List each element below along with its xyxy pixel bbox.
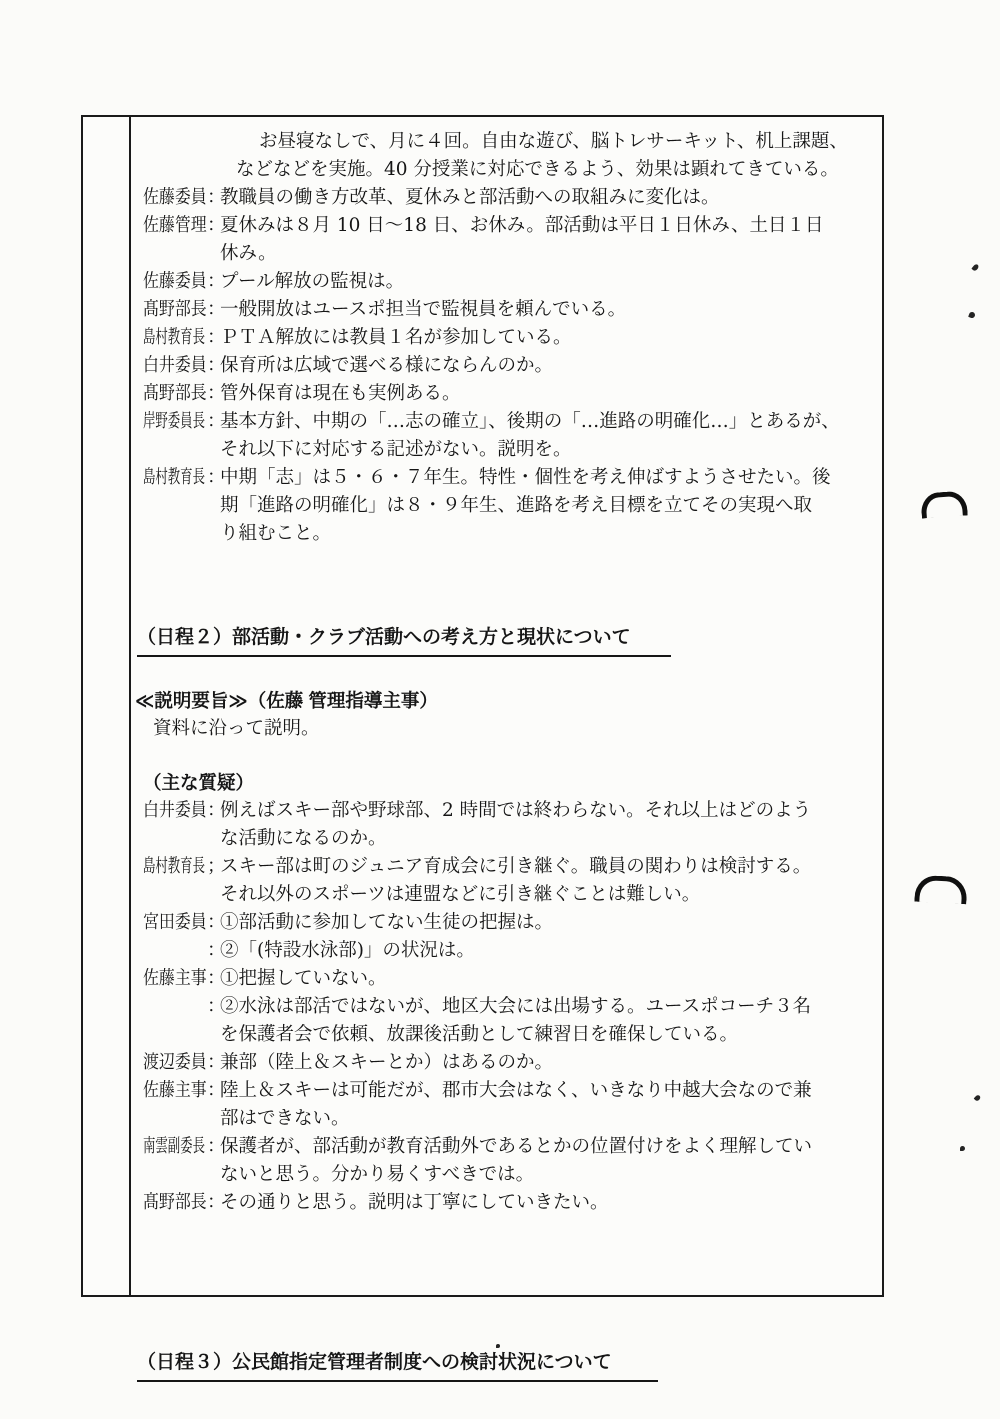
agenda3-heading-row bbox=[131, 1283, 883, 1382]
statement-text: ないと思う。分かり易くすべきでは。 bbox=[220, 1164, 535, 1185]
speaker-name: 佐藤主事 bbox=[143, 1080, 207, 1101]
briefing-heading bbox=[131, 687, 883, 715]
statement-text: 陸上＆スキーは可能だが、郡市大会はなく、いきなり中越大会なので兼 bbox=[220, 1080, 812, 1101]
statement-text: 管外保育は現在も実例ある。 bbox=[220, 383, 461, 404]
speaker-name: 島村教育長 bbox=[143, 327, 205, 348]
statement-text: 休み。 bbox=[220, 243, 277, 264]
questions-heading-text: （主な質疑） bbox=[143, 772, 255, 793]
statement-text: 中期「志」は５・６・７年生。特性・個性を考え伸ばすようさせたい。後 bbox=[220, 467, 831, 488]
carryover-line bbox=[131, 128, 883, 156]
speaker-name: 宮田委員 bbox=[143, 912, 207, 933]
carryover-line bbox=[131, 156, 883, 184]
statement-text: その通りと思う。説明は丁寧にしていきたい。 bbox=[220, 1192, 609, 1213]
statement-text: 一般開放はユースポ担当で監視員を頼んでいる。 bbox=[220, 299, 627, 320]
dialogue-row bbox=[131, 1189, 883, 1217]
scan-speckle bbox=[968, 311, 976, 319]
dialogue-row bbox=[131, 464, 883, 492]
dialogue-row bbox=[131, 853, 883, 881]
statement-text: スキー部は町のジュニア育成会に引き継ぐ。職員の関わりは検討する。 bbox=[220, 856, 812, 877]
statement-text: り組むこと。 bbox=[220, 523, 332, 544]
speaker-name: 白井委員 bbox=[143, 355, 207, 376]
dialogue-continuation bbox=[131, 436, 883, 464]
speaker-name: 髙野部長 bbox=[143, 299, 207, 320]
statement-text: それ以下に対応する記述がない。説明を。 bbox=[220, 439, 572, 460]
statement-text: 保護者が、部活動が教育活動外であるとかの位置付けをよく理解してい bbox=[220, 1136, 813, 1157]
speaker-name: 佐藤管理 bbox=[143, 215, 207, 236]
speaker-colon: ： bbox=[207, 968, 226, 989]
scan-speckle bbox=[971, 263, 979, 272]
speaker-colon: ： bbox=[207, 383, 226, 404]
briefing-body-text: 資料に沿って説明。 bbox=[153, 718, 320, 739]
speaker-name: 佐藤主事 bbox=[143, 968, 207, 989]
briefing-heading-text: ≪説明要旨≫（佐藤 管理指導主事） bbox=[135, 690, 438, 711]
statement-text: ②「(特設水泳部)」の状況は。 bbox=[220, 940, 475, 961]
dialogue-row-numbered bbox=[131, 937, 883, 965]
agenda3-heading: （日程３）公民館指定管理者制度への検討状況について bbox=[137, 1349, 658, 1382]
dialogue-continuation bbox=[131, 492, 883, 520]
speaker-colon: ： bbox=[207, 271, 226, 292]
speaker-colon: ： bbox=[207, 912, 226, 933]
punch-hole-mark bbox=[920, 490, 968, 518]
dialogue-row bbox=[131, 352, 883, 380]
dialogue-row bbox=[131, 184, 883, 212]
dialogue-row bbox=[131, 380, 883, 408]
dialogue-row bbox=[131, 909, 883, 937]
speaker-colon: ： bbox=[207, 327, 226, 348]
speaker-name: 佐藤委員 bbox=[143, 271, 207, 292]
dialogue-row bbox=[131, 1077, 883, 1105]
dialogue-row bbox=[131, 212, 883, 240]
statement-text: ①部活動に参加してない生徒の把握は。 bbox=[220, 912, 554, 933]
speaker-colon: ： bbox=[207, 800, 226, 821]
speaker-colon: ； bbox=[207, 856, 226, 877]
statement-text: 基本方針、中期の「…志の確立」、後期の「…進路の明確化…」とあるが、 bbox=[220, 411, 840, 432]
speaker-name: 島村教育長 bbox=[143, 467, 205, 488]
agenda2-heading-row bbox=[131, 586, 883, 657]
statement-text: 兼部（陸上＆スキーとか）はあるのか。 bbox=[220, 1052, 554, 1073]
speaker-colon: ： bbox=[207, 1136, 226, 1157]
dialogue-continuation bbox=[131, 240, 883, 268]
minutes-content bbox=[131, 115, 883, 1382]
statement-text: プール解放の監視は。 bbox=[220, 271, 405, 292]
scan-speckle bbox=[496, 1344, 500, 1348]
dialogue-row bbox=[131, 797, 883, 825]
dialogue-row bbox=[131, 1049, 883, 1077]
statement-text: ②水泳は部活ではないが、地区大会には出場する。ユースポコーチ３名 bbox=[220, 996, 812, 1017]
speaker-name: 岸野委員長 bbox=[143, 411, 205, 432]
dialogue-continuation bbox=[131, 1021, 883, 1049]
speaker-name: 髙野部長 bbox=[143, 383, 207, 404]
statement-text: 教職員の働き方改革、夏休みと部活動への取組みに変化は。 bbox=[220, 187, 720, 208]
speaker-colon: ： bbox=[207, 940, 226, 961]
speaker-name: 髙野部長 bbox=[143, 1192, 207, 1213]
dialogue-row bbox=[131, 268, 883, 296]
dialogue-row bbox=[131, 324, 883, 352]
speaker-colon: ： bbox=[207, 299, 226, 320]
speaker-colon: ： bbox=[207, 187, 226, 208]
dialogue-continuation bbox=[131, 881, 883, 909]
speaker-colon: ： bbox=[207, 215, 226, 236]
speaker-colon: ： bbox=[207, 411, 226, 432]
statement-text: な活動になるのか。 bbox=[220, 828, 387, 849]
statement-text: 期「進路の明確化」は８・９年生、進路を考え目標を立てその実現へ取 bbox=[220, 495, 813, 516]
statement-text: 例えばスキー部や野球部、2 時間では終わらない。それ以上はどのよう bbox=[220, 800, 812, 821]
dialogue-row bbox=[131, 965, 883, 993]
speaker-colon: ： bbox=[207, 355, 226, 376]
dialogue-row bbox=[131, 1133, 883, 1161]
dialogue-continuation bbox=[131, 1161, 883, 1189]
speaker-name: 佐藤委員 bbox=[143, 187, 207, 208]
dialogue-continuation bbox=[131, 1105, 883, 1133]
speaker-name: 島村教育長 bbox=[143, 856, 205, 877]
dialogue-continuation bbox=[131, 520, 883, 548]
speaker-colon: ： bbox=[207, 996, 226, 1017]
statement-text: それ以外のスポーツは連盟などに引き継ぐことは難しい。 bbox=[220, 884, 701, 905]
speaker-colon: ： bbox=[207, 1052, 226, 1073]
dialogue-row bbox=[131, 408, 883, 436]
statement-text: ＰＴＡ解放には教員１名が参加している。 bbox=[220, 327, 572, 348]
dialogue-row-numbered bbox=[131, 993, 883, 1021]
dialogue-row bbox=[131, 296, 883, 324]
statement-text: 保育所は広域で選べる様にならんのか。 bbox=[220, 355, 554, 376]
speaker-name: 白井委員 bbox=[143, 800, 207, 821]
scan-speckle bbox=[974, 1094, 982, 1102]
statement-text: などなどを実施。40 分授業に対応できるよう、効果は顕れてきている。 bbox=[236, 159, 839, 180]
scan-speckle bbox=[960, 1146, 965, 1151]
speaker-colon: ： bbox=[207, 1080, 226, 1101]
statement-text: お昼寝なしで、月に４回。自由な遊び、脳トレサーキット、机上課題、 bbox=[259, 131, 848, 152]
statement-text: ①把握していない。 bbox=[220, 968, 387, 989]
speaker-colon: ： bbox=[207, 467, 226, 488]
statement-text: を保護者会で依頼、放課後活動として練習日を確保している。 bbox=[220, 1024, 739, 1045]
briefing-body bbox=[131, 715, 883, 743]
speaker-colon: ： bbox=[207, 1192, 226, 1213]
punch-hole-mark bbox=[914, 875, 967, 905]
questions-heading bbox=[131, 769, 883, 797]
speaker-name: 渡辺委員 bbox=[143, 1052, 207, 1073]
statement-text: 夏休みは８月 10 日～18 日、お休み。部活動は平日１日休み、土日１日 bbox=[220, 215, 824, 236]
statement-text: 部はできない。 bbox=[220, 1108, 350, 1129]
speaker-name: 南雲副委長 bbox=[143, 1136, 205, 1157]
agenda2-heading: （日程２）部活動・クラブ活動への考え方と現状について bbox=[137, 624, 671, 657]
dialogue-continuation bbox=[131, 825, 883, 853]
